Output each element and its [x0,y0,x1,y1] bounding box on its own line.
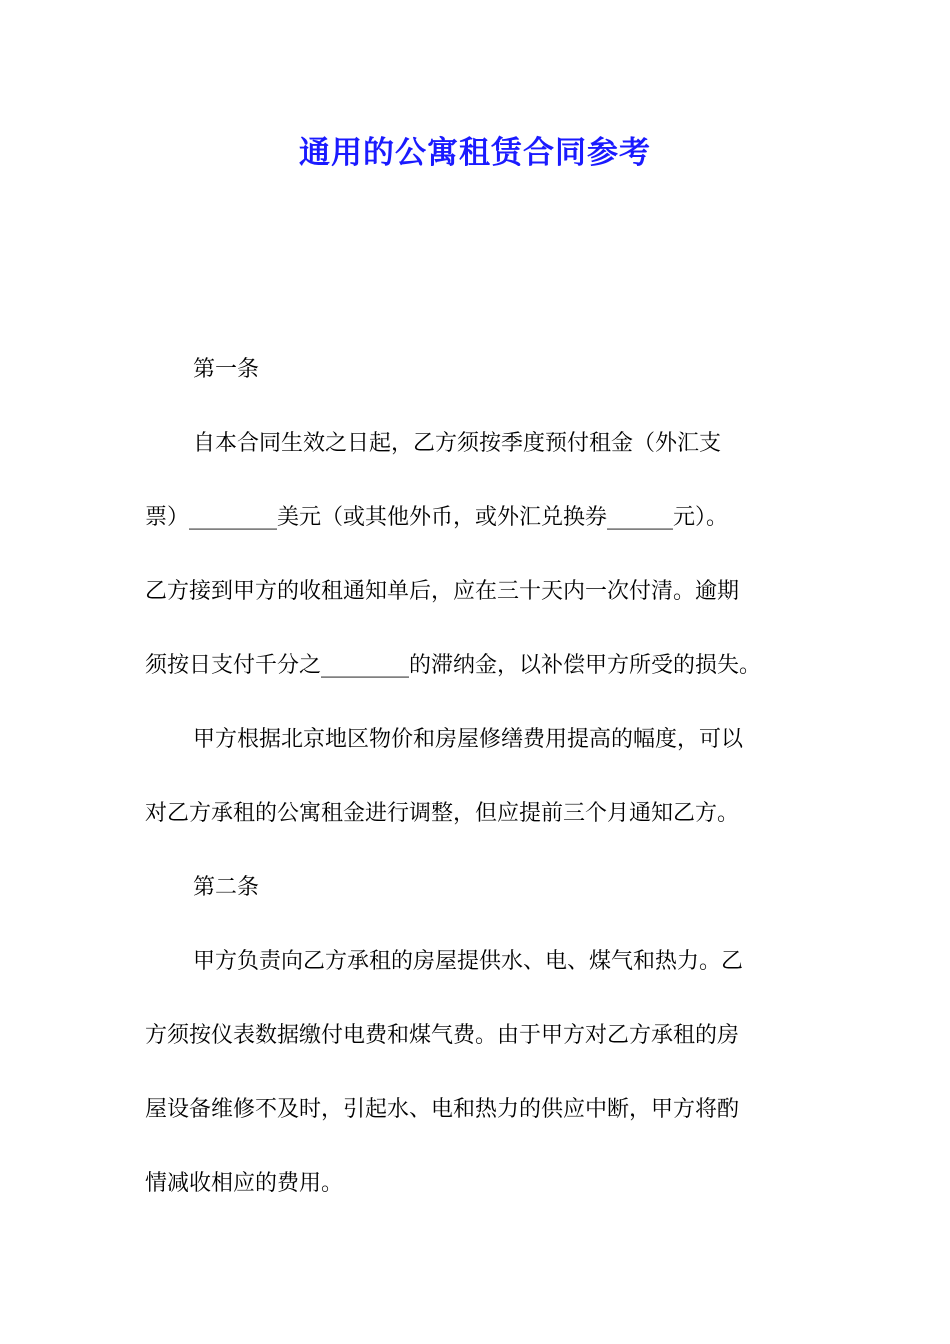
paragraph-line: 乙方接到甲方的收租通知单后，应在三十天内一次付清。逾期 [145,579,740,604]
paragraph-line: 甲方根据北京地区物价和房屋修缮费用提高的幅度，可以 [193,727,744,752]
document-body [145,333,810,1221]
paragraph-line: 情减收相应的费用。 [145,1171,344,1196]
document-title: 通用的公寓租赁合同参考 [299,135,651,171]
article-1-paragraph-1 [145,407,810,703]
article-1-paragraph-2 [145,703,810,851]
paragraph-line: 须按日支付千分之________的滞纳金，以补偿甲方所受的损失。 [145,653,762,678]
article-2-paragraph-1 [145,925,810,1221]
paragraph-line: 方须按仪表数据缴付电费和煤气费。由于甲方对乙方承租的房 [145,1023,740,1048]
article-heading-2: 第二条 [193,875,260,900]
paragraph-line: 屋设备维修不及时，引起水、电和热力的供应中断，甲方将酌 [145,1097,740,1122]
article-heading-1: 第一条 [193,357,260,382]
paragraph-line: 自本合同生效之日起，乙方须按季度预付租金（外汇支 [193,431,722,456]
paragraph-line: 票）________美元（或其他外币，或外汇兑换券______元）。 [145,505,729,530]
paragraph-line: 对乙方承租的公寓租金进行调整，但应提前三个月通知乙方。 [145,801,740,826]
paragraph-line: 甲方负责向乙方承租的房屋提供水、电、煤气和热力。乙 [193,949,744,974]
